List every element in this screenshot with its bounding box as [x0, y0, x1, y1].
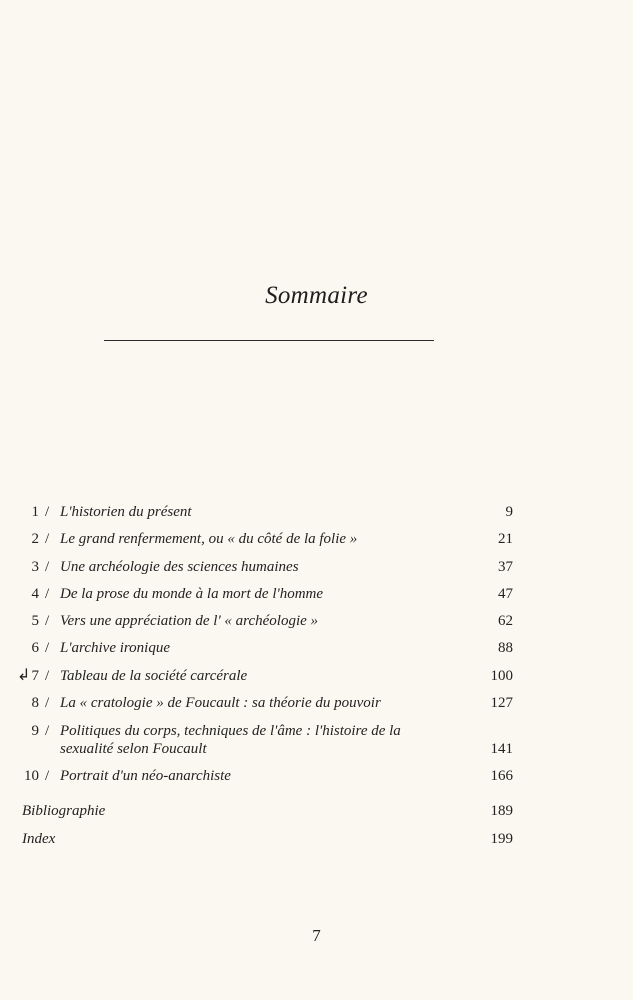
page-reference: 47	[498, 586, 513, 602]
separator: /	[45, 640, 50, 656]
separator: /	[45, 723, 50, 739]
chapter-title: Une archéologie des sciences humaines	[60, 559, 299, 575]
chapter-number: 6	[31, 640, 39, 656]
chapter-number: 5	[31, 613, 39, 629]
chapter-title: Le grand renfermement, ou « du côté de la folie »	[60, 531, 358, 547]
separator: /	[45, 559, 50, 575]
section-title: Index	[22, 831, 56, 847]
separator: /	[45, 613, 50, 629]
chapter-number: 2	[31, 531, 39, 547]
page-reference: 189	[490, 803, 513, 819]
margin-arrow-icon: ↲	[17, 665, 31, 684]
page-reference: 21	[498, 531, 513, 547]
chapter-number: 10	[24, 768, 39, 784]
page-reference: 88	[498, 640, 513, 656]
chapter-number: 3	[31, 559, 39, 575]
page-number: 7	[312, 926, 321, 945]
chapter-number: 7	[31, 668, 39, 684]
chapter-title: Politiques du corps, techniques de l'âme : l'histoire de la sexualité selon Foucault	[60, 723, 401, 757]
separator: /	[45, 695, 50, 711]
page-reference: 166	[490, 768, 513, 784]
chapter-title: La « cratologie » de Foucault : sa théorie du pouvoir	[60, 695, 381, 711]
section-title: Bibliographie	[22, 803, 106, 819]
chapter-title: Vers une appréciation de l' « archéologie »	[60, 613, 319, 629]
page-title: Sommaire	[265, 282, 368, 309]
separator: /	[45, 768, 50, 784]
chapter-title: Tableau de la société carcérale	[60, 668, 248, 684]
chapter-number: 9	[31, 723, 39, 739]
chapter-title: L'archive ironique	[60, 640, 170, 656]
separator: /	[45, 504, 50, 520]
chapter-title: De la prose du monde à la mort de l'homme	[60, 586, 324, 602]
page-reference: 199	[490, 831, 513, 847]
page-reference: 9	[505, 504, 513, 520]
page-reference: 127	[490, 695, 513, 711]
page-reference: 141	[490, 741, 513, 757]
page-reference: 37	[498, 559, 513, 575]
separator: /	[45, 586, 50, 602]
chapter-number: 4	[31, 586, 39, 602]
chapter-title: L'historien du présent	[60, 504, 192, 520]
page-reference: 62	[498, 613, 513, 629]
page-reference: 100	[490, 668, 513, 684]
chapter-number: 1	[31, 504, 39, 520]
chapter-title: Portrait d'un néo-anarchiste	[60, 768, 231, 784]
separator: /	[45, 668, 50, 684]
separator: /	[45, 531, 50, 547]
chapter-number: 8	[31, 695, 39, 711]
